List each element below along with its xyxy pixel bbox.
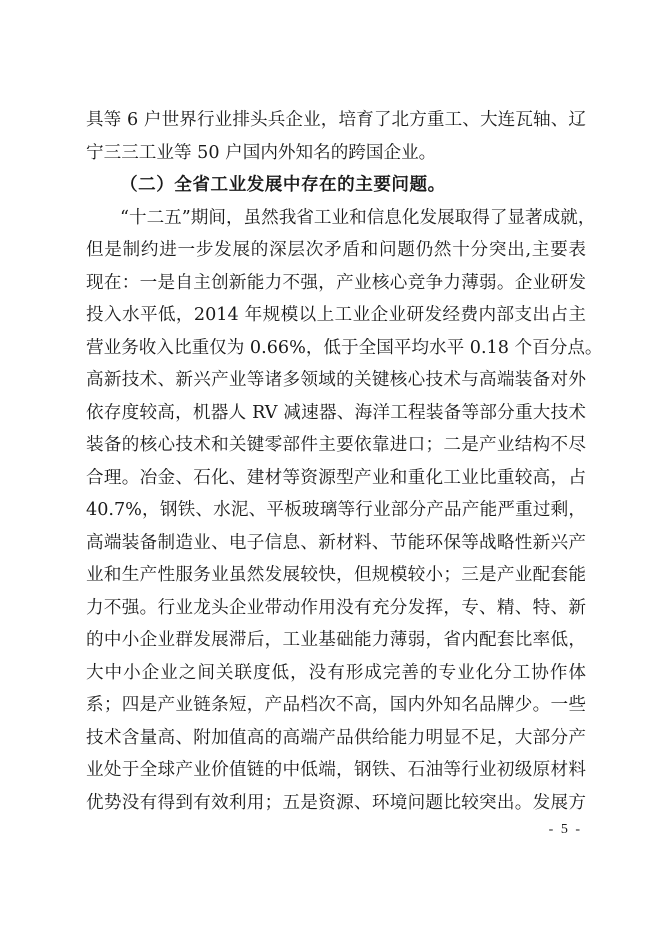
- text-line: 合理。冶金、石化、建材等资源型产业和重化工业比重较高，占: [86, 467, 586, 488]
- text-line: 的中小企业群发展滞后，工业基础能力薄弱，省内配套比率低，: [86, 630, 586, 650]
- page-number: - 5 -: [548, 822, 582, 837]
- body-text: [86, 104, 603, 819]
- text-line: 系；四是产业链条短，产品档次不高，国内外知名品牌少。一些: [86, 695, 586, 715]
- text-line: “十二五”期间，虽然我省工业和信息化发展取得了显著成就，: [120, 207, 596, 228]
- text-line: 优势没有得到有效利用；五是资源、环境问题比较突出。发展方: [86, 792, 586, 813]
- text-line: 业和生产性服务业虽然发展较快，但规模较小；三是产业配套能: [86, 565, 586, 585]
- text-line: 现在：一是自主创新能力不强，产业核心竞争力薄弱。企业研发: [86, 272, 586, 293]
- text-line: 具等 6 户世界行业排头兵企业，培育了北方重工、大连瓦轴、辽: [86, 110, 586, 130]
- text-line: 投入水平低，2014 年规模以上工业企业研发经费内部支出占主: [86, 305, 586, 325]
- text-line: 装备的核心技术和关键零部件主要依靠进口；二是产业结构不尽: [86, 435, 586, 455]
- section-heading: （二）全省工业发展中存在的主要问题。: [120, 174, 446, 195]
- text-line: 40.7%，钢铁、水泥、平板玻璃等行业部分产品产能严重过剩，: [86, 500, 586, 520]
- text-line: 营业务收入比重仅为 0.66%，低于全国平均水平 0.18 个百分点。: [86, 337, 603, 358]
- text-line: 高新技术、新兴产业等诸多领域的关键核心技术与高端装备对外: [86, 370, 586, 390]
- text-line: 依存度较高，机器人 RV 减速器、海洋工程装备等部分重大技术: [86, 402, 586, 423]
- text-line: 力不强。行业龙头企业带动作用没有充分发挥，专、精、特、新: [86, 597, 586, 618]
- text-line: 业处于全球产业价值链的中低端，钢铁、石油等行业初级原材料: [86, 760, 586, 780]
- text-line: 高端装备制造业、电子信息、新材料、节能环保等战略性新兴产: [86, 532, 586, 553]
- text-line: 但是制约进一步发展的深层次矛盾和问题仍然十分突出,主要表: [86, 240, 586, 260]
- text-line: 宁三三工业等 50 户国内外知名的跨国企业。: [86, 142, 437, 163]
- text-line: 大中小企业之间关联度低，没有形成完善的专业化分工协作体: [86, 662, 586, 683]
- text-line: 技术含量高、附加值高的高端产品供给能力明显不足，大部分产: [86, 727, 586, 748]
